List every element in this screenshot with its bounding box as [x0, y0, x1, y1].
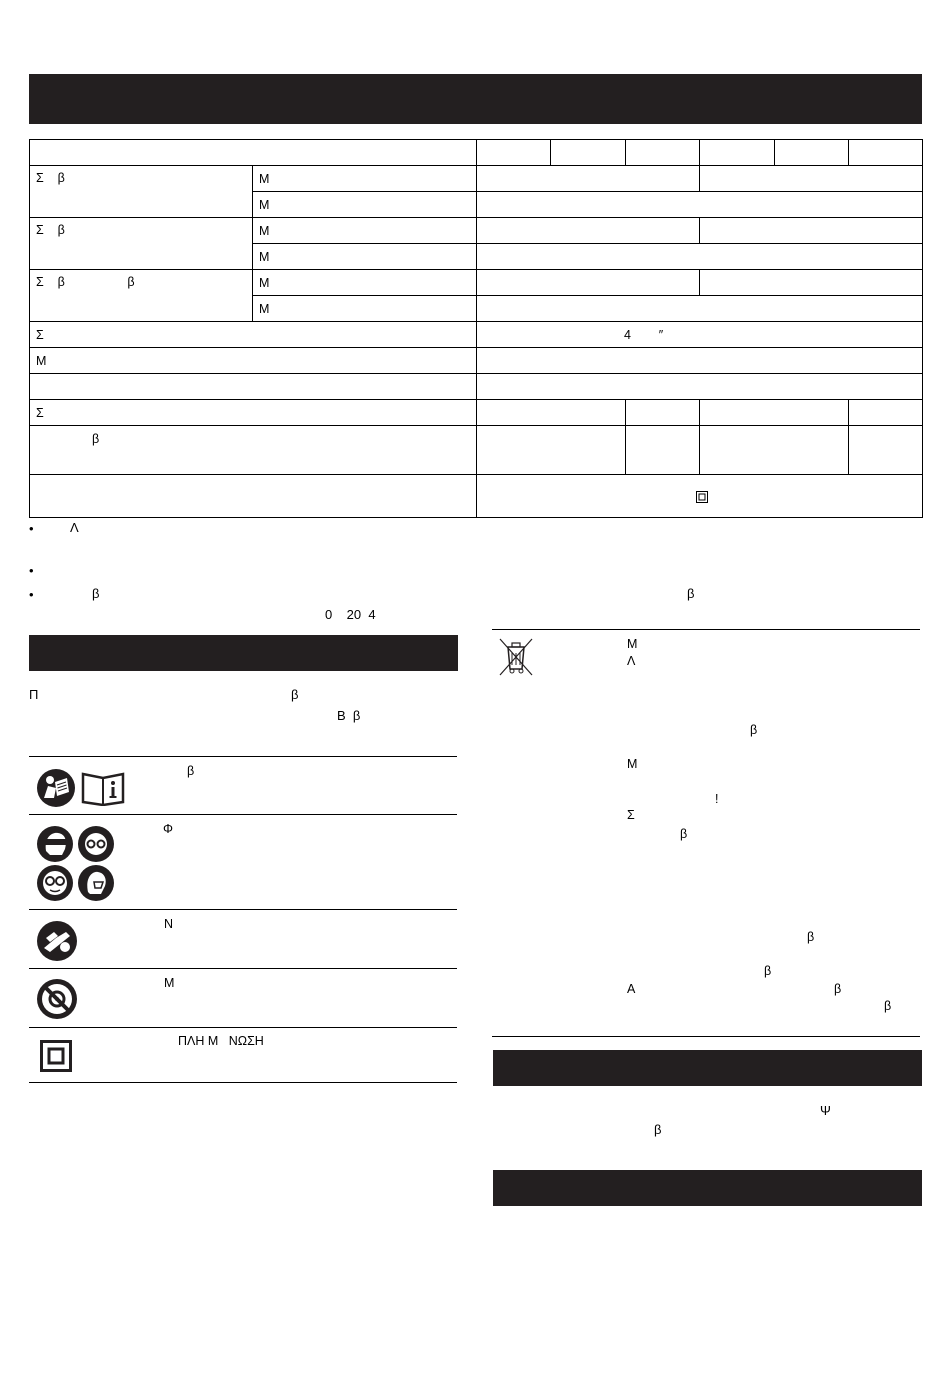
note-text: 0 20 4 [325, 607, 376, 622]
weee-text: Μ [627, 637, 638, 651]
row-sublabel: Μ [253, 218, 477, 244]
note-bullet: • [29, 563, 34, 578]
weee-bin-icon [498, 637, 534, 677]
spec-table [29, 139, 923, 518]
header-bar [29, 74, 922, 124]
weee-text: Σ [627, 808, 635, 822]
weee-text: β [764, 964, 772, 978]
weee-text: ! [715, 792, 719, 806]
table-row [30, 322, 923, 348]
section-bar-right-2 [493, 1170, 922, 1206]
row-sublabel: Μ [253, 296, 477, 322]
symbol-text: β [187, 764, 195, 778]
weee-text: β [680, 827, 688, 841]
weee-text: β [834, 982, 842, 996]
intro-text: β [291, 687, 299, 702]
safety-glasses-icon [36, 864, 74, 902]
table-row [30, 218, 923, 244]
row-sublabel: Μ [253, 244, 477, 270]
note-text: Λ [70, 520, 79, 535]
note-bullet: • [29, 521, 34, 536]
double-insulation-icon [696, 491, 708, 503]
table-row [30, 374, 923, 400]
weee-text: β [884, 999, 892, 1013]
intro-text: Β β [337, 708, 361, 723]
table-row [30, 348, 923, 374]
table-header-row [30, 140, 923, 166]
ear-protection-icon [36, 825, 74, 863]
table-row [30, 270, 923, 296]
section-text: β [654, 1122, 662, 1137]
manual-info-icon [81, 770, 125, 806]
section-bar-right-1 [493, 1050, 922, 1086]
weee-text: Α [627, 982, 636, 996]
row-value: 4 ″ [477, 322, 923, 348]
row-sublabel: Μ [253, 192, 477, 218]
read-manual-icon [36, 768, 76, 808]
prohibited-disc-icon [36, 978, 78, 1020]
section-text: Ψ [820, 1103, 831, 1118]
weee-text: Μ [627, 757, 638, 771]
table-row [30, 166, 923, 192]
section-bar-symbols [29, 635, 458, 671]
row-label: Σ β [30, 218, 253, 270]
row-label: Σ [30, 322, 477, 348]
row-sublabel: Μ [253, 270, 477, 296]
goggles-icon [77, 825, 115, 863]
weee-text: β [807, 930, 815, 944]
intro-text: Π [29, 687, 39, 702]
row-label: Σ β [30, 166, 253, 218]
row-label: β [30, 426, 477, 475]
weee-text: β [750, 723, 758, 737]
dust-mask-icon [77, 864, 115, 902]
weee-text: Λ [627, 654, 636, 668]
double-insulation-icon [40, 1040, 72, 1072]
symbol-text: ΠΛΗ Μ ΝΩΣΗ [178, 1034, 264, 1048]
symbol-text: Ν [164, 917, 174, 931]
row-label: Σ [30, 400, 477, 426]
hand-injury-icon [36, 920, 78, 962]
table-row [30, 400, 923, 426]
table-row [30, 475, 923, 518]
symbol-text: Μ [164, 976, 175, 990]
symbol-text: Φ [163, 822, 173, 836]
table-row [30, 426, 923, 475]
row-sublabel: Μ [253, 166, 477, 192]
row-label: Σ β β [30, 270, 253, 322]
row-label: Μ [30, 348, 477, 374]
note-bullet: • [29, 587, 34, 602]
note-text: β [92, 586, 100, 601]
note-text: β [687, 586, 695, 601]
